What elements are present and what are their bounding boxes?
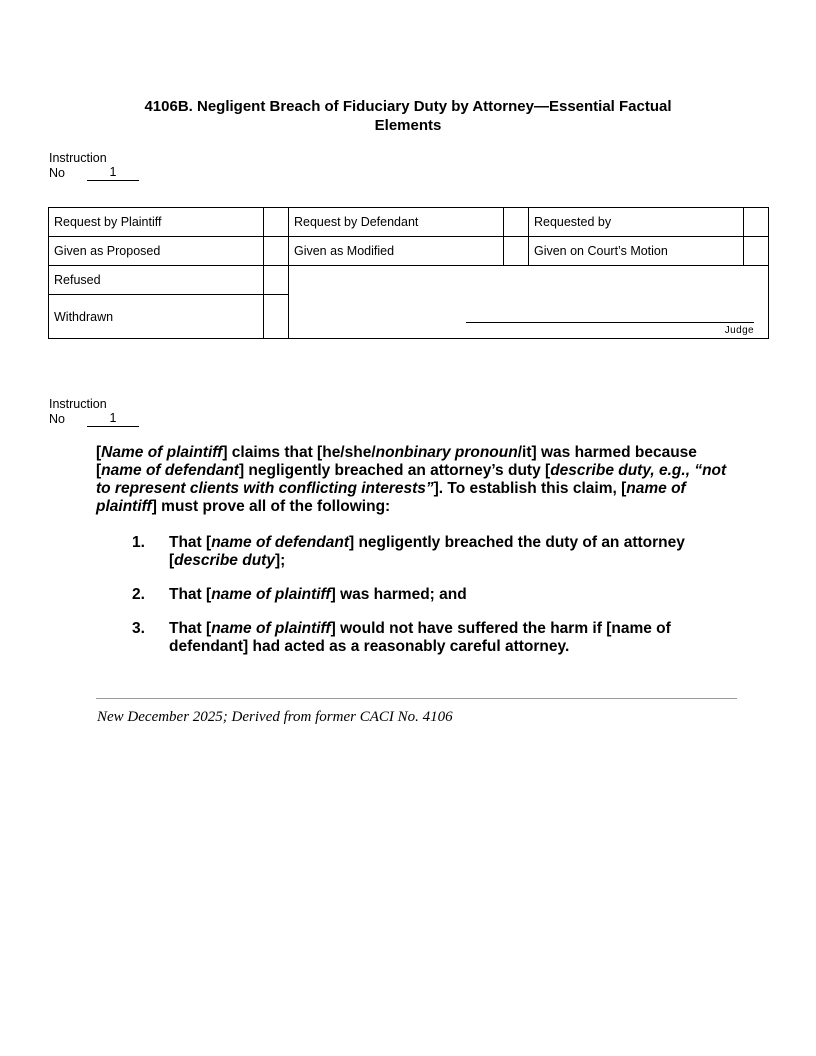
given-on-motion-checkbox[interactable] — [744, 237, 769, 266]
request-plaintiff-checkbox[interactable] — [264, 208, 289, 237]
withdrawn-checkbox[interactable] — [264, 295, 289, 339]
instruction-body — [96, 444, 736, 672]
request-plaintiff-label: Request by Plaintiff — [49, 208, 264, 237]
requested-by-checkbox[interactable] — [744, 208, 769, 237]
withdrawn-label: Withdrawn — [49, 295, 264, 339]
list-item: 2. That [name of plaintiff] was harmed; and — [132, 586, 467, 603]
instruction-label: Instruction — [49, 397, 107, 411]
given-as-proposed-label: Given as Proposed — [49, 237, 264, 266]
elements-list — [96, 534, 736, 656]
no-label: No — [49, 166, 65, 180]
instruction-title — [108, 97, 708, 135]
instruction-number-field[interactable]: 1 — [87, 412, 139, 427]
requested-by-label: Requested by — [528, 208, 743, 237]
judge-label: Judge — [724, 325, 754, 336]
request-defendant-checkbox[interactable] — [504, 208, 529, 237]
instruction-number-block-top — [49, 151, 139, 181]
section-divider — [96, 698, 737, 699]
judge-signature-area — [288, 266, 768, 339]
given-as-modified-checkbox[interactable] — [504, 237, 529, 266]
instruction-label: Instruction — [49, 151, 107, 165]
intro-paragraph: [Name of plaintiff] claims that [he/she/nonbinary pronoun/it] was harmed because [name of defendant] negligently breached an attorney’s duty [describe duty, e.g., “not to represent clients with conflicting interests”]. To establish this claim, [name of plaintiff] must prove all of the following: — [96, 444, 727, 515]
title-line-2: Elements — [374, 117, 442, 134]
history-note: New December 2025; Derived from former CACI No. 4106 — [97, 709, 453, 725]
ruling-table — [48, 207, 769, 339]
refused-label: Refused — [49, 266, 264, 295]
list-item: 1. That [name of defendant] negligently breached the duty of an attorney [describe duty]; — [132, 534, 685, 569]
request-defendant-label: Request by Defendant — [288, 208, 503, 237]
no-label: No — [49, 412, 65, 426]
given-on-motion-label: Given on Court’s Motion — [528, 237, 743, 266]
given-as-modified-label: Given as Modified — [288, 237, 503, 266]
title-line-1: 4106B. Negligent Breach of Fiduciary Duty by Attorney—Essential Factual — [144, 98, 672, 115]
list-item: 3. That [name of plaintiff] would not have suffered the harm if [name of defendant] had acted as a reasonably careful attorney. — [132, 620, 671, 655]
instruction-number-block-bottom — [49, 397, 139, 427]
refused-checkbox[interactable] — [264, 266, 289, 295]
given-as-proposed-checkbox[interactable] — [264, 237, 289, 266]
judge-signature-line[interactable] — [466, 322, 754, 323]
instruction-number-field[interactable]: 1 — [87, 166, 139, 181]
